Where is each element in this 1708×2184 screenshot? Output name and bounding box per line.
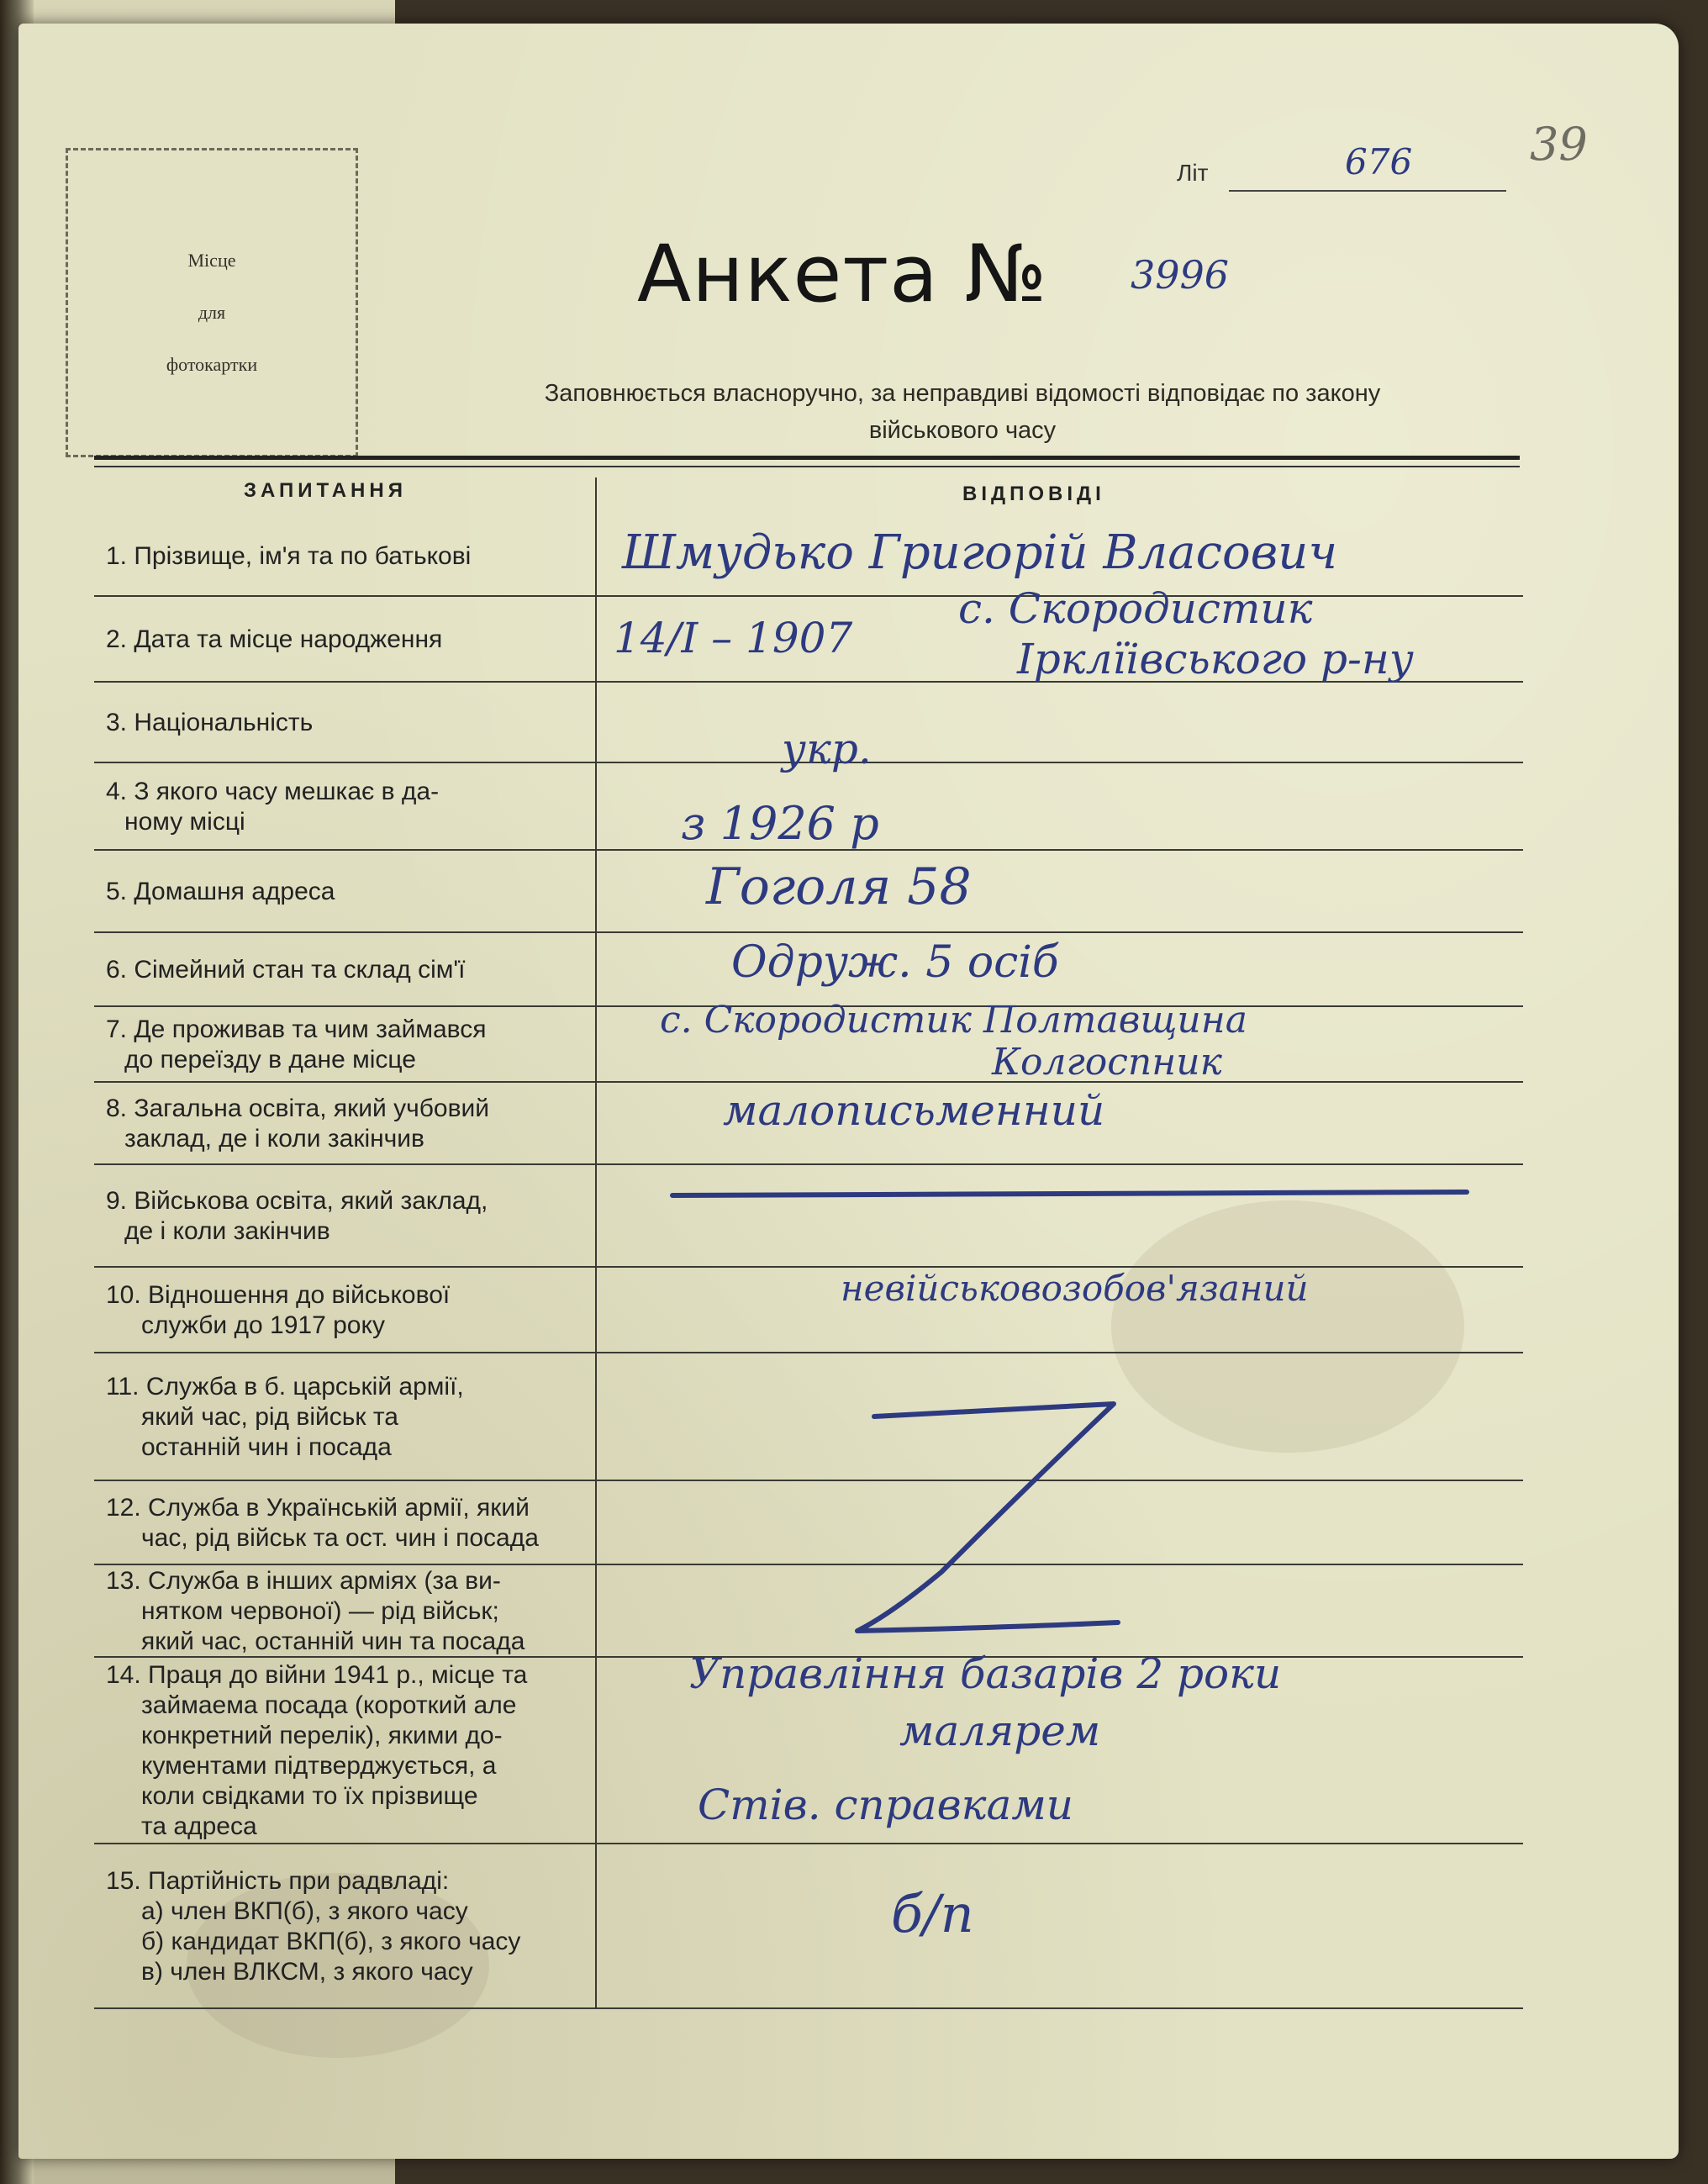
answer-7-line: Колгоспник [992, 1041, 1222, 1084]
corner-page-number: 39 [1530, 118, 1588, 171]
photo-placeholder-box [66, 148, 358, 457]
question-line: 9. Військова освіта, який заклад, [106, 1187, 488, 1215]
answer-7-line: с. Скородистик Полтавщина [660, 999, 1247, 1042]
answers-column-header: ВІДПОВІДІ [962, 483, 1105, 505]
answer-5-line: Гоголя 58 [706, 857, 972, 916]
row-separator [94, 1843, 1523, 1844]
question-line: ному місці [124, 808, 245, 836]
question-line: в) член ВЛКСМ, з якого часу [141, 1958, 473, 1986]
row-separator [94, 1163, 1523, 1165]
question-13 [106, 1566, 610, 1657]
question-line: до переїзду в дане місце [124, 1046, 416, 1074]
question-line: а) член ВКП(б), з якого часу [141, 1897, 468, 1925]
row-separator [94, 1081, 1523, 1083]
question-6 [106, 955, 610, 985]
question-line: б) кандидат ВКП(б), з якого часу [141, 1928, 521, 1955]
form-subtitle [403, 375, 1521, 449]
question-5 [106, 877, 610, 907]
question-1 [106, 541, 610, 572]
question-line: нятком червоної) — рід військ; [141, 1597, 499, 1625]
row-separator [94, 2007, 1523, 2009]
question-line: конкретний перелік), якими до- [141, 1722, 503, 1749]
question-line: 7. Де проживав та чим займався [106, 1016, 487, 1043]
header-rule [94, 456, 1520, 460]
question-line: 13. Служба в інших арміях (за ви- [106, 1567, 501, 1595]
question-line: 5. Домашня адреса [106, 878, 335, 905]
question-line: 6. Сімейний стан та склад сім'ї [106, 956, 466, 984]
question-line: 10. Відношення до військової [106, 1281, 451, 1309]
form-number: 3996 [1131, 252, 1230, 298]
question-line: 1. Прізвище, ім'я та по батькові [106, 542, 472, 570]
row-separator [94, 931, 1523, 933]
question-line: 12. Служба в Українській армії, який [106, 1494, 530, 1522]
photo-box-line-1: Місце [187, 250, 236, 271]
answer-2-line: 14/І – 1907 [614, 614, 853, 662]
question-line: який час, останній чин та посада [141, 1627, 525, 1655]
question-line: служби до 1917 року [141, 1311, 385, 1339]
question-3 [106, 708, 610, 738]
photo-box-line-2: для [198, 302, 226, 323]
strike-through-mark [756, 1379, 1210, 1664]
answer-14-line: малярем [899, 1707, 1101, 1755]
row-separator [94, 1352, 1523, 1353]
questions-column-header: ЗАПИТАННЯ [244, 479, 407, 502]
answer-8-line: малописьменний [723, 1086, 1105, 1135]
subtitle-line-1: Заповнюється власноручно, за неправдиві відомості відповідає по закону [544, 380, 1381, 407]
lit-value: 676 [1345, 141, 1413, 182]
question-line: та адреса [141, 1812, 257, 1840]
question-10 [106, 1280, 610, 1341]
answer-1-line: Шмудько Григорій Власович [622, 525, 1338, 580]
question-line: 4. З якого часу мешкає в да- [106, 778, 440, 805]
question-8 [106, 1094, 610, 1154]
answer-2-line: с. Скородистик [958, 584, 1313, 633]
header-rule-thin [94, 466, 1520, 467]
question-9 [106, 1186, 610, 1247]
question-12 [106, 1493, 610, 1554]
question-11 [106, 1372, 610, 1463]
answer-10-line: невійськовозобов'язаний [841, 1268, 1309, 1309]
answer-15-line: б/п [891, 1883, 974, 1944]
question-2 [106, 625, 610, 655]
question-line: 2. Дата та місце народження [106, 625, 443, 653]
photo-box-line-3: фотокартки [166, 354, 258, 375]
question-line: 15. Партійність при радвладі: [106, 1867, 450, 1895]
question-line: останній чин і посада [141, 1433, 392, 1461]
subtitle-line-2: військового часу [868, 417, 1057, 444]
question-line: 11. Служба в б. царській армії, [106, 1373, 464, 1401]
answer-4-line: з 1926 р [681, 797, 879, 850]
answer-6-line: Одруж. 5 осіб [731, 937, 1059, 988]
question-line: заклад, де і коли закінчив [124, 1125, 424, 1153]
question-7 [106, 1015, 610, 1075]
question-15 [106, 1866, 610, 1987]
empty-answer-dash [668, 1185, 1475, 1202]
answer-14-line: Стів. справками [698, 1780, 1073, 1829]
question-line: 3. Національність [106, 709, 314, 736]
question-line: час, рід військ та ост. чин і посада [141, 1524, 539, 1552]
question-line: де і коли закінчив [124, 1217, 330, 1245]
question-line: 14. Праця до війни 1941 р., місце та [106, 1661, 528, 1689]
question-line: коли свідками то їх прізвище [141, 1782, 478, 1810]
answer-14-line: Управління базарів 2 роки [689, 1649, 1282, 1698]
question-line: займаема посада (короткий але [141, 1691, 517, 1719]
row-separator [94, 1266, 1523, 1268]
answer-2-line: Ірклїівського р-ну [1017, 635, 1414, 683]
question-line: 8. Загальна освіта, який учбовий [106, 1095, 490, 1122]
question-line: який час, рід військ та [141, 1403, 398, 1431]
question-14 [106, 1660, 610, 1842]
lit-underline [1229, 190, 1506, 192]
lit-label: Літ [1177, 160, 1209, 186]
question-4 [106, 777, 610, 837]
form-title: Анкета № [637, 229, 1048, 320]
question-line: кументами підтверджується, а [141, 1752, 497, 1780]
lit-field [1177, 141, 1513, 192]
answer-3-line: укр. [782, 725, 872, 773]
